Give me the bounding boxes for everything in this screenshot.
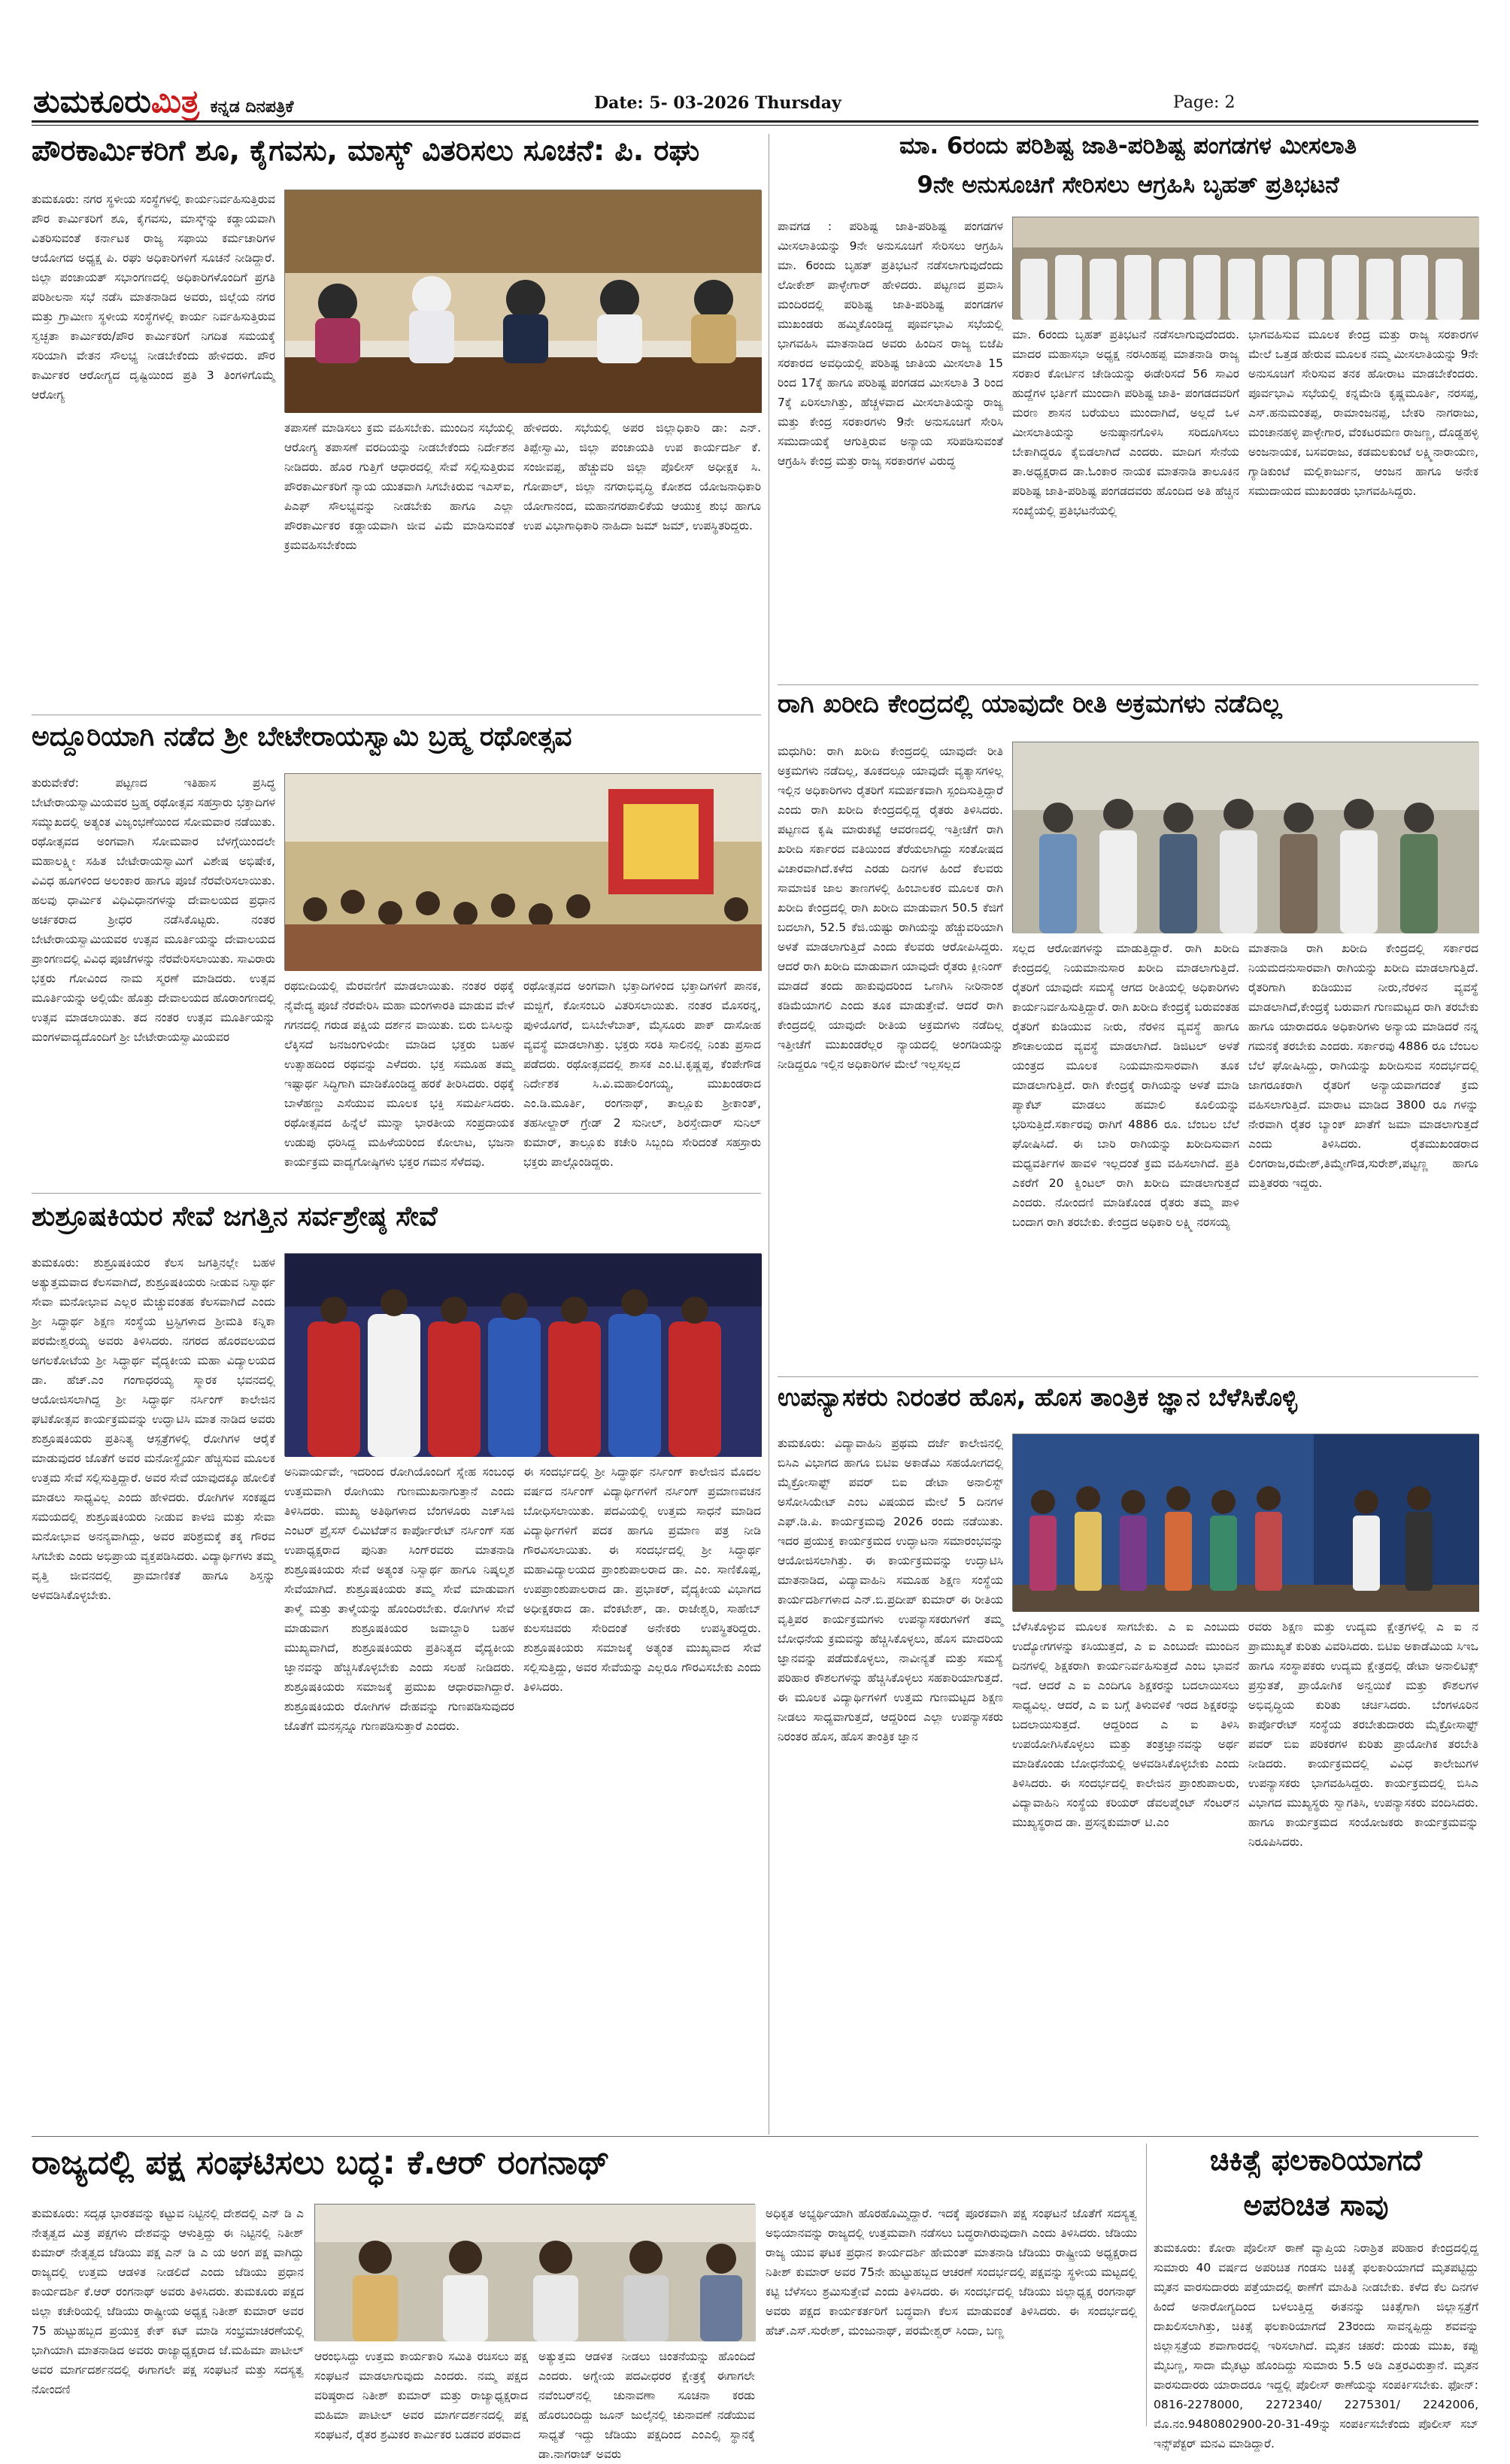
farmers-photo-illustration bbox=[1013, 742, 1479, 933]
article-2-column-3: ರಥೋತ್ಸವದ ಅಂಗವಾಗಿ ಭಕ್ತಾದಿಗಳಿಂದ ಭಕ್ತಾದಿಗಳಿಗೆ ಪಾನಕ, ಮಜ್ಜಿಗೆ, ಕೋಸಂಬರಿ ವಿತರಿಸಲಾಯಿತು. ನಂತರ ಮೊಸರನ್ನ, ಪುಳಿಯೊಗರೆ, ಬಿಸಿಬೇಳೆಬಾತ್, ಮೈಸೂರು ಪಾಕ್ ದಾಸೋಹ ವ್ಯವಸ್ಥೆ ಮಾಡಲಾಗಿತ್ತು. ಭಕ್ತರು ಸರತಿ ಸಾಲಿನಲ್ಲಿ ನಿಂತು ಪ್ರಸಾದ ಪಡೆದರು. ರಥೋತ್ಸವದಲ್ಲಿ ಶಾಸಕ ಎಂ.ಟಿ.ಕೃಷ್ಣಪ್ಪ, ಕೆಂಪೇಗೌಡ ನಿರ್ದೇಶಕ ಸಿ.ವಿ.ಮಹಾಲಿಂಗಯ್ಯ, ಮುಖಂಡರಾದ ಎಂ.ಡಿ.ಮೂರ್ತಿ, ರಂಗನಾಥ್, ತಾಲ್ಲೂಕು ಶ್ರೀಕಾಂತ್, ತಹಸೀಲ್ದಾರ್ ಗ್ರೇಡ್ 2 ಸುನೀಲ್, ಶಿರಸ್ತೇದಾರ್ ಸುನಿಲ್ ಕುಮಾರ್, ತಾಲ್ಲೂಕು ಕಚೇರಿ ಸಿಬ್ಬಂದಿ ಸೇರಿದಂತೆ ಸಹಸ್ರಾರು ಭಕ್ತರು ಪಾಲ್ಗೊಂಡಿದ್ದರು. bbox=[523, 979, 761, 1169]
article-1-photo bbox=[284, 190, 761, 412]
article-4-column-3: ಭಾಗವಹಿಸುವ ಮೂಲಕ ಕೇಂದ್ರ ಮತ್ತು ರಾಜ್ಯ ಸರಕಾರಗಳ ಮೇಲೆ ಒತ್ತಡ ಹೇರುವ ಮೂಲಕ ನಮ್ಮ ಮೀಸಲಾತಿಯನ್ನು 9ನೇ ಅನುಸೂಚಿಗೆ ಸೇರಿಸುವ ತನಕ ಹೋರಾಟ ಮಾಡಬೇಕೆಂದರು. ಪೂರ್ವಭಾವಿ ಸಭೆಯಲ್ಲಿ ಕನ್ನಮೇಡಿ ಕೃಷ್ಣಮೂರ್ತಿ, ನರಸಪ್ಪ, ಎಸ್.ಹನುಮಂತಪ್ಪ, ರಾಮಾಂಜನಪ್ಪ, ಬೇಕರಿ ನಾಗರಾಜು, ಮಂಚಾನಹಳ್ಳಿ ಪಾಳ್ಳೇಗಾರ, ವೆಂಕಟರಮಣ ರಾಜಣ್ಣ, ದೊಡ್ಡಹಳ್ಳಿ ಅಂಜನಾಯಕ, ಬಸವರಾಜು, ಕಡಮಲಕುಂಟೆ ಲಕ್ಷ್ಮಿನಾರಾಯಣ, ಗ್ಯಾಡಿಕುಂಟೆ ಮಲ್ಲಿಕಾರ್ಜುನ, ಆಂಜನ ಹಾಗೂ ಅನೇಕ ಸಮುದಾಯದ ಮುಖಂಡರು ಭಾಗವಹಿಸಿದ್ದರು. bbox=[1248, 328, 1478, 498]
masthead-rule bbox=[32, 120, 1478, 123]
masthead-title-accent: ಮಿತ್ರ bbox=[150, 83, 200, 120]
page-number: Page: 2 bbox=[1173, 93, 1236, 112]
article-3-column-3: ಈ ಸಂದರ್ಭದಲ್ಲಿ ಶ್ರೀ ಸಿದ್ಧಾರ್ಥ ನರ್ಸಿಂಗ್ ಕಾಲೇಜಿನ ಮೊದಲ ವರ್ಷದ ನರ್ಸಿಂಗ್ ವಿದ್ಯಾರ್ಥಿಗಳಿಗೆ ನರ್ಸಿಂಗ್ ಪ್ರಮಾಣವಚನ ಬೋಧಿಸಲಾಯಿತು. ಪದವಿಯಲ್ಲಿ ಉತ್ತಮ ಸಾಧನೆ ಮಾಡಿದ ವಿದ್ಯಾರ್ಥಿಗಳಿಗೆ ಪದಕ ಹಾಗೂ ಪ್ರಮಾಣ ಪತ್ರ ನೀಡಿ ಗೌರವಿಸಲಾಯಿತು. ಈ ಸಂದರ್ಭದಲ್ಲಿ ಶ್ರೀ ಸಿದ್ಧಾರ್ಥ ಮಹಾವಿದ್ಯಾಲಯದ ಪ್ರಾಂಶುಪಾಲರಾದ ಡಾ. ಎಂ. ಸಾಣಿಕೊಪ್ಪ, ಉಪಪ್ರಾಂಶುಪಾಲರಾದ ಡಾ. ಪ್ರಭಾಕರ್, ವೈದ್ಯಕೀಯ ವಿಭಾಗದ ಅಧೀಕ್ಷಕರಾದ ಡಾ. ವೆಂಕಟೇಶ್, ಡಾ. ರಾಜೇಶ್ವರಿ, ಸಾಹೇಬ್ ಕುಲಸಚಿವರು ಸೇರಿದಂತೆ ಅನೇಕರು ಉಪಸ್ಥಿತರಿದ್ದರು. ಶುಶ್ರೂಷಕಿಯರು ಸಮಾಜಕ್ಕೆ ಅತ್ಯಂತ ಮುಖ್ಯವಾದ ಸೇವೆ ಸಲ್ಲಿಸುತ್ತಿದ್ದು, ಅವರ ಸೇವೆಯನ್ನು ಎಲ್ಲರೂ ಗೌರವಿಸಬೇಕು ಎಂದು ತಿಳಿಸಿದರು. bbox=[523, 1465, 761, 1694]
article-8-column-1: ತುಮಕೂರು: ಕೋರಾ ಪೊಲೀಸ್ ಠಾಣೆ ವ್ಯಾಪ್ತಿಯ ನಿರಾಶ್ರಿತ ಪರಿಹಾರ ಕೇಂದ್ರದಲ್ಲಿದ್ದ ಸುಮಾರು 40 ವರ್ಷದ ಅಪರಿಚಿತ ಗಂಡಸು ಚಿಕಿತ್ಸೆ ಫಲಕಾರಿಯಾಗದೆ ಮೃತಪಟ್ಟಿದ್ದು ಮೃತನ ವಾರಸುದಾರರು ಪತ್ತೆಯಾದಲ್ಲಿ ಠಾಣೆಗೆ ಮಾಹಿತಿ ನೀಡಬೇಕು. ಕಳೆದ ಕೆಲ ದಿನಗಳ ಹಿಂದೆ ಅನಾರೋಗ್ಯದಿಂದ ಬಳಲುತ್ತಿದ್ದ ಈತನನ್ನು ಚಿಕಿತ್ಸೆಗಾಗಿ ಜಿಲ್ಲಾಸ್ಪತ್ರೆಗೆ ದಾಖಲಿಸಲಾಗಿತ್ತು, ಚಿಕಿತ್ಸೆ ಫಲಕಾರಿಯಾಗದೆ 23ರಂದು ಸಾವನ್ನಪ್ಪಿದ್ದು ಶವವನ್ನು ಜಿಲ್ಲಾಸ್ಪತ್ರೆಯ ಶವಾಗಾರದಲ್ಲಿ ಇರಿಸಲಾಗಿದೆ. ಮೃತನ ಚಹರೆ: ದುಂಡು ಮುಖ, ಕಪ್ಪು ಮೈಬಣ್ಣ, ಸಾದಾ ಮೈಕಟ್ಟು ಹೊಂದಿದ್ದು ಸುಮಾರು 5.5 ಅಡಿ ಎತ್ತರವಿರುತ್ತಾನೆ. ಮೃತನ ವಾರಸುದಾರರು ಯಾರಾದರೂ ಇದ್ದಲ್ಲಿ ಪೊಲೀಸ್ ಠಾಣೆಯನ್ನು ಸಂಪರ್ಕಿಸಬೇಕು. ಫೋನ್: 0816-2278000, 2272340/ 2275301/ 2242006, ಮೊ.ನಂ.9480802900-20-31-49ನ್ನು ಸಂಪರ್ಕಿಸಬೇಕೆಂದು ಪೊಲೀಸ್ ಸಬ್ ಇನ್ಸ್‌ಪೆಕ್ಟರ್ ಮನವಿ ಮಾಡಿದ್ದಾರೆ. bbox=[1154, 2241, 1478, 2450]
divider bbox=[778, 1376, 1478, 1377]
article-4-photo bbox=[1012, 217, 1478, 319]
article-3-column-2: ಅನಿವಾರ್ಯವೇ, ಇದರಿಂದ ರೋಗಿಯೊಂದಿಗೆ ಸ್ನೇಹ ಸಂಬಂಧ ಉತ್ತಮವಾಗಿ ರೋಗಿಯು ಗುಣಮುಖನಾಗುತ್ತಾನೆ ಎಂದು ತಿಳಿಸಿದರು. ಮುಖ್ಯ ಅತಿಥಿಗಳಾದ ಬೆಂಗಳೂರು ಎಚ್‌ಸಿಜಿ ಎಂಟರ್ ಪ್ರೈಸಸ್ ಲಿಮಿಟೆಡ್‌ನ ಕಾರ್ಪೋರೇಟ್ ನರ್ಸಿಂಗ್ ಸಹ ಉಪಾಧ್ಯಕ್ಷರಾದ ಪುನಿತಾ ಸಿಂಗ್‌ರವರು ಮಾತನಾಡಿ ಶುಶ್ರೂಷಕಿಯರು ಸೇವೆ ಅತ್ಯಂತ ನಿಸ್ವಾರ್ಥ ಹಾಗೂ ನಿಷ್ಕಲ್ಮಶ ಸೇವೆಯಾಗಿದೆ. ಶುಶ್ರೂಷಕಿಯರು ತಮ್ಮ ಸೇವೆ ಮಾಡುವಾಗ ತಾಳ್ಮೆ ಮತ್ತು ತಾಳ್ಮೆಯನ್ನು ಹೊಂದಿರಬೇಕು. ರೋಗಿಗಳ ಸೇವೆ ಮಾಡುವಾಗ ಶುಶ್ರೂಷಕಿಯರ ಜವಾಬ್ದಾರಿ ಬಹಳ ಮುಖ್ಯವಾಗಿದೆ, ಶುಶ್ರೂಷಕಿಯರು ಪ್ರತಿನಿತ್ಯದ ವೈದ್ಯಕೀಯ ಜ್ಞಾನವನ್ನು ಹೆಚ್ಚಿಸಿಕೊಳ್ಳಬೇಕು ಎಂದು ಸಲಹೆ ನೀಡಿದರು. ಶುಶ್ರೂಷಕಿಯರು ಸಮಾಜಕ್ಕೆ ಪ್ರಮುಖ ಆಧಾರವಾಗಿದ್ದಾರೆ. ಶುಶ್ರೂಷಕಿಯರು ರೋಗಿಗಳ ದೇಹವನ್ನು ಗುಣಪಡಿಸುವುದರ ಜೊತೆಗೆ ಮನಸ್ಸನ್ನೂ ಗುಣಪಡಿಸುತ್ತಾರೆ ಎಂದರು. bbox=[284, 1465, 514, 1733]
masthead-rule-thin bbox=[32, 125, 1478, 126]
divider bbox=[32, 2136, 1478, 2137]
article-4-column-1: ಪಾವಗಡ : ಪರಿಶಿಷ್ಟ ಜಾತಿ-ಪರಿಶಿಷ್ಟ ಪಂಗಡಗಳ ಮೀಸಲಾತಿಯನ್ನು 9ನೇ ಅನುಸೂಚಿಗೆ ಸೇರಿಸಲು ಆಗ್ರಹಿಸಿ ಮಾ. 6ರಂದು ಬೃಹತ್ ಪ್ರತಿಭಟನೆ ನಡೆಸಲಾಗುವುದೆಂದು ಲೋಕೇಶ್ ಪಾಳ್ಳೇಗಾರ್ ಹೇಳಿದರು. ಪಟ್ಟಣದ ಪ್ರವಾಸಿ ಮಂದಿರದಲ್ಲಿ ಪರಿಶಿಷ್ಟ ಜಾತಿ-ಪರಿಶಿಷ್ಟ ಪಂಗಡಗಳ ಮುಖಂಡರು ಹಮ್ಮಿಕೊಂಡಿದ್ದ ಪೂರ್ವಭಾವಿ ಸಭೆಯಲ್ಲಿ ಭಾಗವಹಿಸಿ ಮಾತನಾಡಿದ ಅವರು ಹಿಂದಿನ ರಾಜ್ಯ ಬಿಜೆಪಿ ಸರಕಾರದ ಅವಧಿಯಲ್ಲಿ ಪರಿಶಿಷ್ಟ ಜಾತಿಯ ಮೀಸಲಾತಿ 15 ರಿಂದ 17ಕ್ಕೆ ಹಾಗೂ ಪರಿಶಿಷ್ಟ ಪಂಗಡದ ಮೀಸಲಾತಿ 3 ರಿಂದ 7ಕ್ಕೆ ಏರಿಸಲಾಗಿತ್ತು, ಹೆಚ್ಚಳವಾದ ಮೀಸಲಾತಿಯನ್ನು ರಾಜ್ಯ ಮತ್ತು ಕೇಂದ್ರ ಸರಕಾರಗಳು 9ನೇ ಅನುಸೂಚಿಗೆ ಸೇರಿಸಿ ಸಮುದಾಯಕ್ಕೆ ಆಗುತ್ತಿರುವ ಅನ್ಯಾಯ ಸರಿಪಡಿಸುವಂತೆ ಆಗ್ರಹಿಸಿ ಕೇಂದ್ರ ಮತ್ತು ರಾಜ್ಯ ಸರಕಾರಗಳ ವಿರುದ್ಧ bbox=[778, 220, 1003, 468]
column-divider bbox=[1146, 2144, 1147, 2426]
article-3-headline: ಶುಶ್ರೂಷಕಿಯರ ಸೇವೆ ಜಗತ್ತಿನ ಸರ್ವಶ್ರೇಷ್ಠ ಸೇವೆ bbox=[32, 1201, 438, 1232]
article-8-headline-line-2: ಅಪರಿಚಿತ ಸಾವು bbox=[1243, 2189, 1389, 2222]
article-6-column-2: ಬೆಳೆಸಿಕೊಳ್ಳುವ ಮೂಲಕ ಸಾಗಬೇಕು. ಎ ಐ ಎಂಬುದು ಉದ್ಯೋಗಗಳನ್ನು ಕಸಿಯುತ್ತದೆ, ಎ ಐ ಎಂಬುದೇ ಮುಂದಿನ ದಿನಗಳಲ್ಲಿ ಶಿಕ್ಷಕರಾಗಿ ಕಾರ್ಯನಿರ್ವಹಿಸುತ್ತದೆ ಎಂಬ ಭಾವನೆ ಇದೆ. ಆದರೆ ಎ ಐ ಎಂದಿಗೂ ಶಿಕ್ಷಕರನ್ನು ಬದಲಾಯಿಸಲು ಸಾಧ್ಯವಿಲ್ಲ. ಆದರೆ, ಎ ಐ ಬಗ್ಗೆ ತಿಳುವಳಿಕೆ ಇರದ ಶಿಕ್ಷಕರನ್ನು ಬದಲಾಯಿಸುತ್ತದೆ. ಆದ್ದರಿಂದ ಎ ಐ ತಿಳಿಸಿ ಉಪಯೋಗಿಸಿಕೊಳ್ಳಲು ಮತ್ತು ತಂತ್ರಜ್ಞಾನವನ್ನು ಅರ್ಥ ಮಾಡಿಕೊಂಡು ಬೋಧನೆಯಲ್ಲಿ ಅಳವಡಿಸಿಕೊಳ್ಳಬೇಕು ಎಂದು ತಿಳಿಸಿದರು. ಈ ಸಂದರ್ಭದಲ್ಲಿ ಕಾಲೇಜಿನ ಪ್ರಾಂಶುಪಾಲರು, ವಿದ್ಯಾವಾಹಿನಿ ಸಂಸ್ಥೆಯ ಕರಿಯರ್ ಡೆವಲಪ್ಮೆಂಟ್ ಸೆಂಟರ್‌ನ ಮುಖ್ಯಸ್ಥರಾದ ಡಾ. ಪ್ರಸನ್ನಕುಮಾರ್ ಟಿ.ಎಂ bbox=[1012, 1620, 1239, 1829]
article-1-column-3: ಹೇಳಿದರು. ಸಭೆಯಲ್ಲಿ ಅಪರ ಜಿಲ್ಲಾಧಿಕಾರಿ ಡಾ: ಎನ್. ತಿಪ್ಪೇಸ್ವಾಮಿ, ಜಿಲ್ಲಾ ಪಂಚಾಯತಿ ಉಪ ಕಾರ್ಯದರ್ಶಿ ಕೆ. ಸಂಜೀವಪ್ಪ, ಹೆಚ್ಚುವರಿ ಜಿಲ್ಲಾ ಪೊಲೀಸ್ ಅಧೀಕ್ಷಕ ಸಿ. ಗೋಪಾಲ್, ಜಿಲ್ಲಾ ನಗರಾಭಿವೃದ್ಧಿ ಕೋಶದ ಯೋಜನಾಧಿಕಾರಿ ಯೋಗಾನಂದ, ಮಹಾನಗರಪಾಲಿಕೆಯ ಆಯುಕ್ತ ಶುಭ ಹಾಗೂ ಉಪ ವಿಭಾಗಾಧಿಕಾರಿ ನಾಹಿದಾ ಜಮ್ ಜಮ್, ಉಪಸ್ಥಿತರಿದ್ದರು. bbox=[523, 421, 761, 533]
masthead-subtitle: ಕನ್ನಡ ದಿನಪತ್ರಿಕೆ bbox=[210, 98, 294, 117]
protest-group-photo-illustration bbox=[1013, 217, 1479, 320]
article-7-headline: ರಾಜ್ಯದಲ್ಲಿ ಪಕ್ಷ ಸಂಘಟಿಸಲು ಬದ್ಧ: ಕೆ.ಆರ್ ರಂಗನಾಥ್ bbox=[32, 2144, 610, 2182]
article-6-photo bbox=[1012, 1434, 1478, 1611]
article-2-photo bbox=[284, 773, 761, 970]
article-6-headline: ಉಪನ್ಯಾಸಕರು ನಿರಂತರ ಹೊಸ, ಹೊಸ ತಾಂತ್ರಿಕ ಜ್ಞಾನ ಬೆಳೆಸಿಕೊಳ್ಳಿ bbox=[778, 1382, 1298, 1412]
article-3-photo bbox=[284, 1253, 761, 1456]
article-7-column-2: ಆರಂಭಿಸಿದ್ದು ಉತ್ತಮ ಕಾರ್ಯಕಾರಿ ಸಮಿತಿ ರಚಿಸಲು ಪಕ್ಷ ಸಂಘಟನೆ ಮಾಡಲಾಗುವುದು ಎಂದರು. ನಮ್ಮ ಪಕ್ಷದ ವರಿಷ್ಠರಾದ ನಿತೀಶ್ ಕುಮಾರ್ ಮತ್ತು ರಾಜ್ಯಾಧ್ಯಕ್ಷರಾದ ಮಹಿಮಾ ಪಾಟೀಲ್ ಅವರ ಮಾರ್ಗದರ್ಶನದಲ್ಲಿ ಪಕ್ಷ ಸಂಘಟನೆ, ರೈತರ ಶ್ರಮಿಕರ ಕಾರ್ಮಿಕರ ಬಡವರ ಪರವಾದ bbox=[314, 2350, 528, 2441]
article-2-column-2: ರಥಬೀದಿಯಲ್ಲಿ ಮೆರವಣಿಗೆ ಮಾಡಲಾಯಿತು. ನಂತರ ರಥಕ್ಕೆ ನೈವೇದ್ಯ ಪೂಜೆ ನೆರವೇರಿಸಿ ಮಹಾ ಮಂಗಳಾರತಿ ಮಾಡುವ ವೇಳೆ ಗಗನದಲ್ಲಿ ಗರುಡ ಪಕ್ಷಿಯ ದರ್ಶನ ವಾಯಿತು. ಬಿರು ಬಿಸಿಲನ್ನು ಲೆಕ್ಕಿಸದೆ ಜನಜಂಗುಳಿಯೇ ಮಾಡಿದ ಭಕ್ತರು ಬಹಳ ಉತ್ಸಾಹದಿಂದ ರಥವನ್ನು ಎಳೆದರು. ಭಕ್ತ ಸಮೂಹ ತಮ್ಮ ಇಷ್ಟಾರ್ಥ ಸಿದ್ಧಿಗಾಗಿ ಮಾಡಿಕೊಂಡಿದ್ದ ಹರಕೆ ತೀರಿಸಿದರು. ರಥಕ್ಕೆ ಬಾಳೆಹಣ್ಣು ಎಸೆಯುವ ಮೂಲಕ ಭಕ್ತಿ ಸಮರ್ಪಿಸಿದರು. ರಥೋತ್ಸವದ ಹಿನ್ನೆಲೆ ಮುನ್ನಾ ಭಾರತೀಯ ಸಂಪ್ರದಾಯಕ ಉಡುಪು ಧರಿಸಿದ್ದ ಮಹಿಳೆಯರಿಂದ ಕೋಲಾಟ, ಭಜನಾ ಕಾರ್ಯಕ್ರಮ ವಾದ್ಯಗೋಷ್ಠಿಗಳು ಭಕ್ತರ ಗಮನ ಸೆಳೆದವು. bbox=[284, 979, 514, 1169]
party-meeting-photo-illustration bbox=[315, 2205, 756, 2341]
article-3-column-1: ತುಮಕೂರು: ಶುಶ್ರೂಷಕಿಯರ ಕೆಲಸ ಜಗತ್ತಿನಲ್ಲೇ ಬಹಳ ಅತ್ಯುತ್ತಮವಾದ ಕೆಲಸವಾಗಿದೆ, ಶುಶ್ರೂಷಕಿಯರು ನೀಡುವ ನಿಸ್ವಾರ್ಥ ಸೇವಾ ಮನೋಭಾವ ಎಲ್ಲರ ಮೆಚ್ಚುವಂತಹ ಕೆಲಸವಾಗಿದೆ ಎಂದು ಶ್ರೀ ಸಿದ್ಧಾರ್ಥ ಶಿಕ್ಷಣ ಸಂಸ್ಥೆಯ ಟ್ರಸ್ಟಿಗಳಾದ ಶ್ರೀಮತಿ ಕನ್ನಿಕಾ ಪರಮೇಶ್ವರಯ್ಯ ಅವರು ತಿಳಿಸಿದರು. ನಗರದ ಹೊರವಲಯದ ಅಗಲಕೋಟೆಯ ಶ್ರೀ ಸಿದ್ಧಾರ್ಥ ವೈದ್ಯಕೀಯ ಮಹಾ ವಿದ್ಯಾಲಯದ ಡಾ. ಹೆಚ್.ಎಂ ಗಂಗಾಧರಯ್ಯ ಸ್ಮಾರಕ ಭವನದಲ್ಲಿ ಆಯೋಜಿಸಲಾಗಿದ್ದ ಶ್ರೀ ಸಿದ್ಧಾರ್ಥ ನರ್ಸಿಂಗ್ ಕಾಲೇಜಿನ ಘಟಿಕೋತ್ಸವ ಕಾರ್ಯಕ್ರಮವನ್ನು ಉದ್ಘಾಟಿಸಿ ಮಾತ ನಾಡಿದ ಅವರು ಶುಶ್ರೂಷಕಿಯರು ಪ್ರತಿನಿತ್ಯ ಆಸ್ಪತ್ರೆಗಳಲ್ಲಿ ರೋಗಿಗಳ ಆರೈಕೆ ಮಾಡುವುದರ ಜೊತೆಗೆ ಅವರ ಮನೋಸ್ಥೈರ್ಯ ಹೆಚ್ಚಿಸುವ ಮೂಲಕ ಉತ್ತಮ ಸೇವೆ ಸಲ್ಲಿಸುತ್ತಿದ್ದಾರೆ. ಅವರ ಸೇವೆ ಯಾವುದಕ್ಕೂ ಹೋಲಿಕೆ ಮಾಡಲು ಸಾಧ್ಯವಿಲ್ಲ ಎಂದು ಹೇಳಿದರು. ರೋಗಿಗಳ ಸಂಕಷ್ಟದ ಸಮಯದಲ್ಲಿ ಶುಶ್ರೂಷಕಿಯರು ನೀಡುವ ಕಾಳಜಿ ಮತ್ತು ಸೇವಾ ಮನೋಭಾವ ಅನನ್ಯವಾಗಿದ್ದು, ಅವರ ಪರಿಶ್ರಮಕ್ಕೆ ತಕ್ಕ ಗೌರವ ಸಿಗಬೇಕು ಎಂದು ಅಭಿಪ್ರಾಯ ವ್ಯಕ್ತಪಡಿಸಿದರು. ವಿದ್ಯಾರ್ಥಿಗಳು ತಮ್ಮ ವೃತ್ತಿ ಜೀವನದಲ್ಲಿ ಪ್ರಾಮಾಣಿಕತೆ ಹಾಗೂ ಶಿಸ್ತನ್ನು ಅಳವಡಿಸಿಕೊಳ್ಳಬೇಕು. bbox=[32, 1256, 275, 1602]
article-1-column-1: ತುಮಕೂರು: ನಗರ ಸ್ಥಳೀಯ ಸಂಸ್ಥೆಗಳಲ್ಲಿ ಕಾರ್ಯನಿರ್ವಹಿಸುತ್ತಿರುವ ಪೌರ ಕಾರ್ಮಿಕರಿಗೆ ಶೂ, ಕೈಗವಸು, ಮಾಸ್ಕ್‌ನ್ನು ಕಡ್ಡಾಯವಾಗಿ ವಿತರಿಸುವಂತೆ ಕರ್ನಾಟಕ ರಾಜ್ಯ ಸಫಾಯಿ ಕರ್ಮಚಾರಿಗಳ ಆಯೋಗದ ಅಧ್ಯಕ್ಷ ಪಿ. ರಘು ಅಧಿಕಾರಿಗಳಿಗೆ ಸೂಚನೆ ನೀಡಿದ್ದಾರೆ. ಜಿಲ್ಲಾ ಪಂಚಾಯತ್ ಸಭಾಂಗಣದಲ್ಲಿ ಅಧಿಕಾರಿಗಳೊಂದಿಗೆ ಪ್ರಗತಿ ಪರಿಶೀಲನಾ ಸಭೆ ನಡೆಸಿ ಮಾತನಾಡಿದ ಅವರು, ಜಿಲ್ಲೆಯ ನಗರ ಮತ್ತು ಗ್ರಾಮೀಣ ಸ್ಥಳೀಯ ಸಂಸ್ಥೆಗಳಲ್ಲಿ ಕಾರ್ಯ ನಿರ್ವಹಿಸುತ್ತಿರುವ ಸ್ವಚ್ಛತಾ ಕಾರ್ಮಿಕರು/ಪೌರ ಕಾರ್ಮಿಕರಿಗೆ ನಿಗದಿತ ಸಮಯಕ್ಕೆ ಸರಿಯಾಗಿ ವೇತನ ಸೌಲಭ್ಯ ನೀಡಬೇಕೆಂದು ಹೇಳಿದರು. ಪೌರ ಕಾರ್ಮಿಕರ ಆರೋಗ್ಯದ ದೃಷ್ಟಿಯಿಂದ ಪ್ರತಿ 3 ತಿಂಗಳಿಗೊಮ್ಮೆ ಆರೋಗ್ಯ bbox=[32, 193, 275, 402]
lecture-event-photo-illustration bbox=[1013, 1434, 1479, 1612]
article-7-photo bbox=[314, 2204, 755, 2341]
article-5-column-2: ಸಲ್ಲದ ಆರೋಪಗಳನ್ನು ಮಾಡುತ್ತಿದ್ದಾರೆ. ರಾಗಿ ಖರೀದಿ ಕೇಂದ್ರದಲ್ಲಿ ನಿಯಮಾನುಸಾರ ಖರೀದಿ ಮಾಡಲಾಗುತ್ತಿದೆ. ರೈತರಿಗೆ ಯಾವುದೇ ಸಮಸ್ಯೆ ಆಗದ ರೀತಿಯಲ್ಲಿ ಅಧಿಕಾರಿಗಳು ಕಾರ್ಯನಿರ್ವಹಿಸುತ್ತಿದ್ದಾರೆ. ರಾಗಿ ಖರೀದಿ ಕೇಂದ್ರಕ್ಕೆ ಬರುವಂತಹ ರೈತರಿಗೆ ಕುಡಿಯುವ ನೀರು, ನೆರಳಿನ ವ್ಯವಸ್ಥೆ ಹಾಗೂ ಶೌಚಾಲಯದ ವ್ಯವಸ್ಥೆ ಮಾಡಲಾಗಿದೆ. ಡಿಜಿಟಲ್ ಅಳತೆ ಯಂತ್ರದ ಮೂಲಕ ನಿಯಮಾನುಸಾರವಾಗಿ ತೂಕ ಮಾಡಲಾಗುತ್ತಿದೆ. ರಾಗಿ ಕೇಂದ್ರಕ್ಕೆ ರಾಗಿಯನ್ನು ಅಳತೆ ಮಾಡಿ ಪ್ಯಾಕೆಟ್ ಮಾಡಲು ಹಮಾಲಿ ಕೂಲಿಯನ್ನು ಭರಿಸುತ್ತಿದೆ.ಸರ್ಕಾರವು ರಾಗಿಗೆ 4886 ರೂ. ಬೆಂಬಲ ಬೆಲೆ ಘೋಷಿಸಿದೆ. ಈ ಬಾರಿ ರಾಗಿಯನ್ನು ಖರೀದಿಸುವಾಗ ಮಧ್ಯವರ್ತಿಗಳ ಹಾವಳಿ ಇಲ್ಲದಂತೆ ಕ್ರಮ ವಹಿಸಲಾಗಿದೆ. ಪ್ರತಿ ಎಕರೆಗೆ 20 ಕ್ವಿಂಟಲ್ ರಾಗಿ ಖರೀದಿ ಮಾಡಲಾಗುತ್ತದೆ ಎಂದರು. ನೋಂದಣಿ ಮಾಡಿಕೊಂಡ ರೈತರು ತಮ್ಮ ಪಾಳಿ ಬಂದಾಗ ರಾಗಿ ತರಬೇಕು. ಕೇಂದ್ರದ ಅಧಿಕಾರಿ ಲಕ್ಷ್ಮಿ ನರಸಯ್ಯ bbox=[1012, 942, 1239, 1229]
article-1-headline: ಪೌರಕಾರ್ಮಿಕರಿಗೆ ಶೂ, ಕೈಗವಸು, ಮಾಸ್ಕ್ ವಿತರಿಸಲು ಸೂಚನೆ: ಪಿ. ರಘು bbox=[32, 134, 700, 167]
article-5-photo bbox=[1012, 742, 1478, 933]
article-5-column-3: ಮಾತನಾಡಿ ರಾಗಿ ಖರೀದಿ ಕೇಂದ್ರದಲ್ಲಿ ಸರ್ಕಾರದ ನಿಯಮದನುಸಾರವಾಗಿ ರಾಗಿಯನ್ನು ಖರೀದಿ ಮಾಡಲಾಗುತ್ತಿದೆ. ರೈತರಿಗಾಗಿ ಕುಡಿಯುವ ನೀರು,ನೆರಳಿನ ವ್ಯವಸ್ಥೆ ಮಾಡಲಾಗಿದೆ,ಕೇಂದ್ರಕ್ಕೆ ಬರುವಾಗ ಗುಣಮಟ್ಟದ ರಾಗಿ ತರಬೇಕು ಹಾಗೂ ಯಾರಾದರೂ ಅಧಿಕಾರಿಗಳು ಅನ್ಯಾಯ ಮಾಡಿದರೆ ನನ್ನ ಗಮನಕ್ಕೆ ತರಬೇಕು ಎಂದರು. ಸರ್ಕಾರವು 4886 ರೂ ಬೆಂಬಲ ಬೆಲೆ ಘೋಷಿಸಿದ್ದು, ರಾಗಿಯನ್ನು ಖರೀದಿಸುವ ಸಂದರ್ಭದಲ್ಲಿ ಜಾಗರೂಕರಾಗಿ ರೈತರಿಗೆ ಅನ್ಯಾಯವಾಗದಂತೆ ಕ್ರಮ ವಹಿಸಲಾಗುತ್ತಿದೆ. ಮಾರಾಟ ಮಾಡಿದ 3800 ರೂ ಗಳನ್ನು ನೇರವಾಗಿ ರೈತರ ಬ್ಯಾಂಕ್ ಖಾತೆಗೆ ಜಮಾ ಮಾಡಲಾಗುತ್ತದೆ ಎಂದು ತಿಳಿಸಿದರು. ರೈತಮುಖಂಡರಾದ ಲಿಂಗರಾಜ,ರಮೇಶ್,ತಿಮ್ಮೇಗೌಡ,ಸುರೇಶ್,ಪಟ್ಟಣ್ಣ ಹಾಗೂ ಮತ್ತಿತರರು ಇದ್ದರು. bbox=[1248, 942, 1478, 1190]
article-2-headline: ಅದ್ದೂರಿಯಾಗಿ ನಡೆದ ಶ್ರೀ ಬೇಟೇರಾಯಸ್ವಾಮಿ ಬ್ರಹ್ಮ ರಥೋತ್ಸವ bbox=[32, 721, 572, 752]
divider bbox=[32, 1193, 761, 1194]
article-4-column-2: ಮಾ. 6ರಂದು ಬೃಹತ್ ಪ್ರತಿಭಟನೆ ನಡೆಸಲಾಗುವುದೆಂದರು. ಮಾದರ ಮಹಾಸಭಾ ಅಧ್ಯಕ್ಷ ನರಸಿಂಹಪ್ಪ ಮಾತನಾಡಿ ರಾಜ್ಯ ಸರಕಾರ ಕೋರ್ಟಿನ ಚೇಡಿಯನ್ನು ಈಡೇರಿಸದೆ 56 ಸಾವಿರ ಹುದ್ದೆಗಳ ಭರ್ತಿಗೆ ಮುಂದಾಗಿ ಪರಿಶಿಷ್ಟ ಜಾತಿ- ಪಂಗಡದವರಿಗೆ ಮರಣ ಶಾಸನ ಬರೆಯಲು ಮುಂದಾಗಿದೆ, ಅಲ್ಲದೆ ಒಳ ಮೀಸಲಾತಿಯನ್ನು ಅನುಷ್ಠಾನಗೊಳಿಸಿ ಸರಿದೂಗಿಸಲು ಬೇಕಾಗಿದ್ದರೂ ಕೈಬಿಡಲಾಗಿದೆ ಎಂದರು. ಮಾದಿಗ ಸೇನೆಯ ತಾ.ಅಧ್ಯಕ್ಷರಾದ ಡಾ.ಓಂಕಾರ ನಾಯಕ ಮಾತನಾಡಿ ತಾಲೂಕಿನ ಪರಿಶಿಷ್ಟ ಜಾತಿ-ಪರಿಶಿಷ್ಟ ಪಂಗಡದವರು ಹೊಂದಿದ ಅತಿ ಹೆಚ್ಚಿನ ಸಂಖ್ಯೆಯಲ್ಲಿ ಪ್ರತಿಭಟನೆಯಲ್ಲಿ bbox=[1012, 328, 1239, 517]
masthead bbox=[33, 83, 469, 125]
article-2-column-1: ತುರುವೇಕೆರೆ: ಪಟ್ಟಣದ ಇತಿಹಾಸ ಪ್ರಸಿದ್ಧ ಬೇಟೇರಾಯಸ್ವಾಮಿಯವರ ಬ್ರಹ್ಮ ರಥೋತ್ಸವ ಸಹಸ್ರಾರು ಭಕ್ತಾದಿಗಳ ಸಮ್ಮುಖದಲ್ಲಿ ಅತ್ಯಂತ ವಿಜೃಂಭಣೆಯಿಂದ ಸೋಮವಾರ ನಡೆಯಿತು. ರಥೋತ್ಸವದ ಅಂಗವಾಗಿ ಸೋಮವಾರ ಬೆಳಗ್ಗೆಯಿಂದಲೇ ಮಹಾಲಕ್ಷ್ಮೀ ಸಹಿತ ಬೇಟೇರಾಯಸ್ವಾಮಿಗೆ ವಿಶೇಷ ಅಭಿಷೇಕ, ವಿವಿಧ ಹೂಗಳಿಂದ ಅಲಂಕಾರ ಹಾಗೂ ಪೂಜೆ ನೆರವೇರಿಸಲಾಯಿತು. ಹಲವು ಧಾರ್ಮಿಕ ವಿಧಿವಿಧಾನಗಳನ್ನು ದೇವಾಲಯದ ಪ್ರಧಾನ ಅರ್ಚಕರಾದ ಶ್ರೀಧರ ನಡೆಸಿಕೊಟ್ಟರು. ನಂತರ ಬೇಟೇರಾಯಸ್ವಾಮಿಯವರ ಉತ್ಸವ ಮೂರ್ತಿಯನ್ನು ದೇವಾಲಯದ ಪ್ರಾಂಗಣದಲ್ಲಿ ವಿವಿಧ ಪೂಜೆಗಳನ್ನು ನೆರವೇರಿಸಲಾಯಿತು. ಸಾವಿರಾರು ಭಕ್ತರು ಗೋವಿಂದ ನಾಮ ಸ್ಮರಣೆ ಮಾಡಿದರು. ಉತ್ಸವ ಮೂರ್ತಿಯನ್ನು ಅಲ್ಲಿಯೇ ಹೊತ್ತು ದೇವಾಲಯದ ಹೊರಾಂಗಣದಲ್ಲಿ ಉತ್ಸವ ಮಾಡಲಾಯಿತು. ತದ ನಂತರ ಉತ್ಸವ ಮೂರ್ತಿಯನ್ನು ಮಂಗಳವಾದ್ಯದೊಂದಿಗೆ ಶ್ರೀ ಬೇಟೇರಾಯಸ್ವಾಮಿಯವರ bbox=[32, 776, 275, 1044]
divider bbox=[778, 684, 1478, 685]
article-6-column-3: ರವರು ಶಿಕ್ಷಣ ಮತ್ತು ಉದ್ಯಮ ಕ್ಷೇತ್ರಗಳಲ್ಲಿ ಎ ಐ ನ ಪ್ರಾಮುಖ್ಯತೆ ಕುರಿತು ವಿವರಿಸಿದರು. ಬಿಟಿಐ ಅಕಾಡೆಮಿಯ ಸಿಇಒ ಹಾಗೂ ಸಂಸ್ಥಾಪಕರು ಉದ್ಯಮ ಕ್ಷೇತ್ರದಲ್ಲಿ ಡೇಟಾ ಅನಾಲಿಟಿಕ್ಸ್ ಪ್ರಸ್ತುತತೆ, ಪ್ರಾಯೋಗಿಕ ಅನ್ವಯಿಕೆ ಮತ್ತು ಕೌಶಲಗಳ ಅಭಿವೃದ್ಧಿಯ ಕುರಿತು ಚರ್ಚಿಸಿದರು. ಬೆಂಗಳೂರಿನ ಕಾರ್ಪೊರೇಟ್ ಸಂಸ್ಥೆಯ ತರಬೇತುದಾರರು ಮೈಕ್ರೋಸಾಫ್ಟ್ ಪವರ್ ಬಿಐ ಪರಿಕರಗಳ ಕುರಿತು ಪ್ರಾಯೋಗಿಕ ತರಬೇತಿ ನೀಡಿದರು. ಕಾರ್ಯಕ್ರಮದಲ್ಲಿ ವಿವಿಧ ಕಾಲೇಜುಗಳ ಉಪನ್ಯಾಸಕರು ಭಾಗವಹಿಸಿದ್ದರು. ಕಾರ್ಯಕ್ರಮದಲ್ಲಿ ಬಿಸಿಎ ವಿಭಾಗದ ಮುಖ್ಯಸ್ಥರು ಸ್ವಾಗತಿಸಿ, ಉಪನ್ಯಾಸಕರು ವಂದಿಸಿದರು. ಹಾಗೂ ಕಾರ್ಯಕ್ರಮದ ಸಂಯೋಜಕರು ಕಾರ್ಯಕ್ರಮವನ್ನು ನಿರೂಪಿಸಿದರು. bbox=[1248, 1620, 1478, 1849]
article-5-headline: ರಾಗಿ ಖರೀದಿ ಕೇಂದ್ರದಲ್ಲಿ ಯಾವುದೇ ರೀತಿ ಅಕ್ರಮಗಳು ನಡೆದಿಲ್ಲ bbox=[778, 689, 1282, 719]
article-1-column-2: ತಪಾಸಣೆ ಮಾಡಿಸಲು ಕ್ರಮ ವಹಿಸಬೇಕು. ಮುಂದಿನ ಸಭೆಯಲ್ಲಿ ಆರೋಗ್ಯ ತಪಾಸಣೆ ವರದಿಯನ್ನು ನೀಡಬೇಕೆಂದು ನಿರ್ದೇಶನ ನೀಡಿದರು. ಹೊರ ಗುತ್ತಿಗೆ ಆಧಾರದಲ್ಲಿ ಸೇವೆ ಸಲ್ಲಿಸುತ್ತಿರುವ ಪೌರಕಾರ್ಮಿಕರಿಗೆ ನ್ಯಾಯ ಯುತವಾಗಿ ಸಿಗಬೇಕಿರುವ ಇಎಸ್‌ಐ, ಪಿಎಫ್ ಸೌಲಭ್ಯವನ್ನು ನೀಡಬೇಕು ಹಾಗೂ ಎಲ್ಲಾ ಪೌರಕಾರ್ಮಿಕರ ಕಡ್ಡಾಯವಾಗಿ ಜೀವ ವಿಮೆ ಮಾಡಿಸುವಂತೆ ಕ್ರಮವಹಿಸಬೇಕೆಂದು bbox=[284, 421, 514, 552]
festival-crowd-illustration bbox=[285, 774, 762, 971]
article-7-column-3: ಅತ್ಯುತ್ತಮ ಆಡಳಿತ ನೀಡಲು ಚಿಂತನೆಯನ್ನು ಹೊಂದಿದೆ ಎಂದರು. ಅಗ್ನೇಯ ಪದವೀಧರರ ಕ್ಷೇತ್ರಕ್ಕೆ ಈಗಾಗಲೇ ನವೆಂಬರ್‌ನಲ್ಲಿ ಚುನಾವಣಾ ಸೂಚನಾ ಕರಡು ಹೊರಬಂದಿದ್ದು ಜೂನ್ ಜುಲೈನಲ್ಲಿ ಚುನಾವಣೆ ನಡೆಯುವ ಸಾಧ್ಯತೆ ಇದ್ದು ಜೆಡಿಯು ಪಕ್ಷದಿಂದ ಎಂಎಲ್ಸಿ ಸ್ಥಾನಕ್ಕೆ ಡಾ.ನಾಗರಾಜ್ ಅವರು bbox=[538, 2350, 755, 2461]
meeting-photo-illustration bbox=[285, 190, 762, 413]
article-8-headline-line-1: ಚಿಕಿತ್ಸೆ ಫಲಕಾರಿಯಾಗದೆ bbox=[1209, 2144, 1423, 2177]
article-5-column-1: ಮಧುಗಿರಿ: ರಾಗಿ ಖರೀದಿ ಕೇಂದ್ರದಲ್ಲಿ ಯಾವುದೇ ರೀತಿ ಅಕ್ರಮಗಳು ನಡೆದಿಲ್ಲ, ತೂಕದಲ್ಲೂ ಯಾವುದೇ ವ್ಯತ್ಯಾಸಗಳಿಲ್ಲ ಇಲ್ಲಿನ ಅಧಿಕಾರಿಗಳು ರೈತರಿಗೆ ಸಮರ್ಪಕವಾಗಿ ಸ್ಪಂದಿಸುತ್ತಿದ್ದಾರೆ ಎಂದು ರಾಗಿ ಖರೀದಿ ಕೇಂದ್ರದಲ್ಲಿದ್ದ ರೈತರು ತಿಳಿಸಿದರು. ಪಟ್ಟಣದ ಕೃಷಿ ಮಾರುಕಟ್ಟೆ ಆವರಣದಲ್ಲಿ ಇತ್ತೀಚೆಗೆ ರಾಗಿ ಖರೀದಿ ಸರ್ಕಾರದ ವತಿಯಿಂದ ತೆರೆಯಲಾಗಿದ್ದು ಸಂತೋಷದ ವಿಚಾರವಾಗಿದೆ.ಕಳೆದ ಎರಡು ದಿನಗಳ ಹಿಂದೆ ಕೆಲವರು ಸಾಮಾಜಿಕ ಜಾಲ ತಾಣಗಳಲ್ಲಿ ಹಿಂಬಾಲಕರ ಮೂಲಕ ರಾಗಿ ಖರೀದಿ ಕೇಂದ್ರದಲ್ಲಿ ರಾಗಿ ಖರೀದಿ ಮಾಡುವಾಗ 50.5 ಕೆಜಿಗೆ ಬದಲಾಗಿ, 52.5 ಕೆಜಿ.ಯಷ್ಟು ರಾಗಿಯನ್ನು ಹೆಚ್ಚುವರಿಯಾಗಿ ಅಳತೆ ಮಾಡಲಾಗುತ್ತಿದೆ ಎಂದು ಕೆಲವರು ಆರೋಪಿಸಿದ್ದರು. ಆದರೆ ರಾಗಿ ಖರೀದಿ ಮಾಡುವಾಗ ಯಾವುದೇ ರೈತರು ಕ್ಲೀನಿಂಗ್ ಮಾಡದೆ ತಂದು ಹಾಕುವುದರಿಂದ ಒಣಗಿಸಿ ನೀರಿನಾಂಶ ಕಡಿಮೆಯಾಗಲಿ ಎಂದು ತೂಕ ಮಾಡುತ್ತೇವೆ. ಆದರೆ ರಾಗಿ ಕೇಂದ್ರದಲ್ಲಿ ಯಾವುದೇ ರೀತಿಯ ಅಕ್ರಮಗಳು ನಡೆದಿಲ್ಲ ಇತ್ತೀಚೆಗೆ ಮುಖಂಡರೆಲ್ಲರ ನ್ಯಾಯದಲ್ಲಿ ಅಂಗಡಿಯನ್ನು ನೀಡಿದ್ದರೂ ಇಲ್ಲಿನ ಅಧಿಕಾರಿಗಳ ಮೇಲೆ ಇಲ್ಲಸಲ್ಲದ bbox=[778, 745, 1003, 1071]
article-4-headline-line-2: 9ನೇ ಅನುಸೂಚಿಗೆ ಸೇರಿಸಲು ಆಗ್ರಹಿಸಿ ಬೃಹತ್ ಪ್ರತಿಭಟನೆ bbox=[917, 171, 1339, 199]
issue-date: Date: 5- 03-2026 Thursday bbox=[594, 93, 841, 113]
article-4-headline-line-1: ಮಾ. 6ರಂದು ಪರಿಶಿಷ್ಟ ಜಾತಿ-ಪರಿಶಿಷ್ಟ ಪಂಗಡಗಳ ಮೀಸಲಾತಿ bbox=[899, 132, 1357, 159]
article-6-column-1: ತುಮಕೂರು: ವಿದ್ಯಾವಾಹಿನಿ ಪ್ರಥಮ ದರ್ಜೆ ಕಾಲೇಜಿನಲ್ಲಿ ಬಿಸಿಎ ವಿಭಾಗದ ಹಾಗೂ ಬಿಟಿಐ ಅಕಾಡೆಮಿ ಸಹಯೋಗದಲ್ಲಿ ಮೈಕ್ರೋಸಾಫ್ಟ್ ಪವರ್ ಬಿಐ ಡೇಟಾ ಅನಾಲಿಸ್ಟ್ ಅಸೋಸಿಯೇಟ್ ಎಂಬ ವಿಷಯದ ಮೇಲೆ 5 ದಿನಗಳ ಎಫ್.ಡಿ.ಪಿ. ಕಾರ್ಯಕ್ರಮವು 2026 ರಂದು ನಡೆಯಿತು. ಇದರ ಪ್ರಯುಕ್ತ ಕಾರ್ಯಕ್ರಮದ ಉದ್ಘಾಟನಾ ಸಮಾರಂಭವನ್ನು ಆಯೋಜಿಸಲಾಗಿತ್ತು. ಈ ಕಾರ್ಯಕ್ರಮವನ್ನು ಉದ್ಘಾಟಿಸಿ ಮಾತನಾಡಿದ, ವಿದ್ಯಾವಾಹಿನಿ ಸಮೂಹ ಶಿಕ್ಷಣ ಸಂಸ್ಥೆಯ ಕಾರ್ಯದರ್ಶಿಗಳಾದ ಎನ್.ಬಿ.ಪ್ರದೀಪ್ ಕುಮಾರ್ ಈ ರೀತಿಯ ವೃತ್ತಿಪರ ಕಾರ್ಯಕ್ರಮಗಳು ಉಪನ್ಯಾಸಕರುಗಳಿಗೆ ತಮ್ಮ ಬೋಧನೆಯ ಕ್ರಮವನ್ನು ಹೆಚ್ಚಿಸಿಕೊಳ್ಳಲು, ಹೊಸ ಮಾದರಿಯ ಜ್ಞಾನವನ್ನು ಪಡೆದುಕೊಳ್ಳಲು, ನಾವೀನ್ಯತೆ ಮತ್ತು ಸಮಸ್ಯೆ ಪರಿಹಾರ ಕೌಶಲಗಳನ್ನು ಹೆಚ್ಚಿಸಿಕೊಳ್ಳಲು ಸಹಕಾರಿಯಾಗುತ್ತದೆ. ಈ ಮೂಲಕ ವಿದ್ಯಾರ್ಥಿಗಳಿಗೆ ಉತ್ತಮ ಗುಣಮಟ್ಟದ ಶಿಕ್ಷಣ ನೀಡಲು ಸಾಧ್ಯವಾಗುತ್ತದೆ, ಆದ್ದರಿಂದ ಎಲ್ಲಾ ಉಪನ್ಯಾಸಕರು ನಿರಂತರ ಹೊಸ, ಹೊಸ ತಾಂತ್ರಿಕ ಜ್ಞಾನ bbox=[778, 1437, 1003, 1743]
graduation-photo-illustration bbox=[285, 1254, 762, 1457]
article-7-column-4: ಅಧಿಕೃತ ಅಭ್ಯರ್ಥಿಯಾಗಿ ಹೊರಹೊಮ್ಮಿದ್ದಾರೆ. ಇದಕ್ಕೆ ಪೂರಕವಾಗಿ ಪಕ್ಷ ಸಂಘಟನೆ ಜೊತೆಗೆ ಸದಸ್ಯತ್ವ ಅಭಿಯಾನವನ್ನು ರಾಜ್ಯದಲ್ಲಿ ಉತ್ತಮವಾಗಿ ನಡೆಸಲು ಬದ್ಧರಾಗಿರುವುದಾಗಿ ಎಂದು ತಿಳಿಸಿದರು. ಜೆಡಿಯು ರಾಜ್ಯ ಯುವ ಘಟಕ ಪ್ರಧಾನ ಕಾರ್ಯದರ್ಶಿ ಹೇಮಂತ್ ಮಾತನಾಡಿ ಜೆಡಿಯು ರಾಷ್ಟ್ರೀಯ ಅಧ್ಯಕ್ಷರಾದ ನಿತೀಶ್ ಕುಮಾರ್ ಅವರ 75ನೇ ಹುಟ್ಟುಹಬ್ಬದ ಆಚರಣೆ ಸಂದರ್ಭದಲ್ಲಿ ಪಕ್ಷವನ್ನು ಸ್ಥಳೀಯ ಮಟ್ಟದಲ್ಲಿ ಕಟ್ಟಿ ಬೆಳೆಸಲು ಶ್ರಮಿಸುತ್ತೇವೆ ಎಂದು ತಿಳಿಸಿದರು. ಈ ಸಂದರ್ಭದಲ್ಲಿ ಜೆಡಿಯು ಜಿಲ್ಲಾಧ್ಯಕ್ಷ ರಂಗನಾಥ್ ಅವರು ಪಕ್ಷದ ಕಾರ್ಯಕರ್ತರಿಗೆ ಬದ್ಧವಾಗಿ ಕೆಲಸ ಮಾಡುವಂತೆ ತಿಳಿಸಿದರು. ಈ ಸಂದರ್ಭದಲ್ಲಿ ಹೆಚ್.ಎಸ್.ಸುರೇಶ್, ಮಂಜುನಾಥ್, ಪರಮೇಶ್ವರ್ ಸಿಂದಾ, ಬಣ್ಣ bbox=[766, 2207, 1137, 2338]
masthead-title: ತುಮಕೂರು bbox=[33, 83, 151, 120]
article-7-column-1: ತುಮಕೂರು: ಸದೃಢ ಭಾರತವನ್ನು ಕಟ್ಟುವ ನಿಟ್ಟಿನಲ್ಲಿ ದೇಶದಲ್ಲಿ ಎನ್ ಡಿ ಎ ನೇತೃತ್ವದ ಮಿತ್ರ ಪಕ್ಷಗಳು ದೇಶವನ್ನು ಆಳುತ್ತಿದ್ದು ಈ ನಿಟ್ಟಿನಲ್ಲಿ ನಿತೀಶ್ ಕುಮಾರ್ ನೇತೃತ್ವದ ಜೆಡಿಯು ಪಕ್ಷ ಎನ್ ಡಿ ಎ ಯ ಅಂಗ ಪಕ್ಷ ವಾಗಿದ್ದು ರಾಜ್ಯದಲ್ಲಿ ಉತ್ತಮ ಆಡಳಿತ ನೀಡಲಿದೆ ಎಂದು ಜೆಡಿಯು ಪ್ರಧಾನ ಕಾರ್ಯದರ್ಶಿ ಕೆ.ಆರ್ ರಂಗನಾಥ್ ಅವರು ತಿಳಿಸಿದರು. ತುಮಕೂರು ಪಕ್ಷದ ಜಿಲ್ಲಾ ಕಚೇರಿಯಲ್ಲಿ ಜೆಡಿಯು ರಾಷ್ಟ್ರೀಯ ಅಧ್ಯಕ್ಷ ನಿತೀಶ್ ಕುಮಾರ್ ಅವರ 75 ಹುಟ್ಟುಹಬ್ಬದ ಪ್ರಯುಕ್ತ ಕೇಕ್ ಕಟ್ ಮಾಡಿ ಸಂಭ್ರಮಾಚರಣೆಯಲ್ಲಿ ಭಾಗಿಯಾಗಿ ಮಾತನಾಡಿದ ಅವರು ರಾಜ್ಯಾಧ್ಯಕ್ಷರಾದ ಜೆ.ಮಹಿಮಾ ಪಾಟೀಲ್ ಅವರ ಮಾರ್ಗದರ್ಶನದಲ್ಲಿ ಈಗಾಗಲೇ ಪಕ್ಷ ಸಂಘಟನೆ ಮತ್ತು ಸದಸ್ಯತ್ವ ನೋಂದಣಿ bbox=[32, 2207, 304, 2396]
